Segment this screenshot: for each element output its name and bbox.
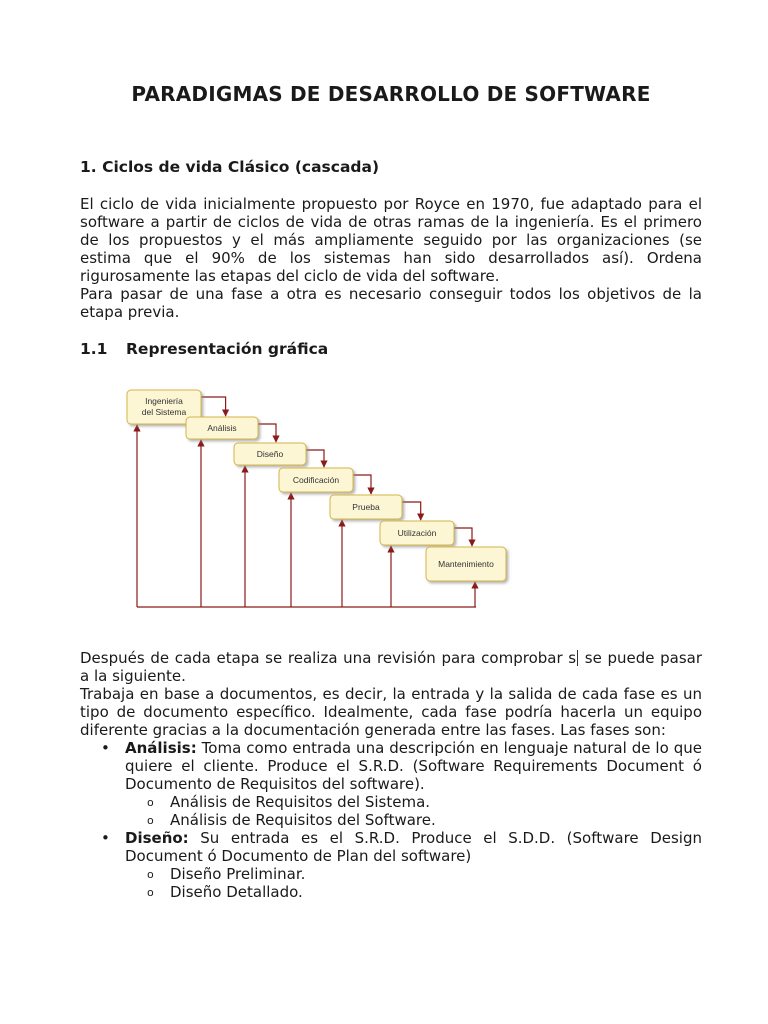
revision-text-a: Después de cada etapa se realiza una revisión para comprobar s bbox=[80, 649, 577, 667]
sub-item-text: Análisis de Requisitos del Sistema. bbox=[170, 793, 431, 811]
list-item-text: Su entrada es el S.R.D. Produce el S.D.D. (Software Design Document ó Documento de Plan del software) bbox=[125, 829, 702, 865]
forward-arrow bbox=[402, 502, 421, 520]
forward-arrow bbox=[454, 528, 472, 546]
list-item-analisis bbox=[80, 739, 702, 793]
sub-item bbox=[80, 883, 702, 901]
phase-label: Análisis bbox=[207, 423, 237, 433]
sub-item bbox=[80, 793, 702, 811]
sub-item-text: Análisis de Requisitos del Software. bbox=[170, 811, 436, 829]
phase-list bbox=[80, 739, 702, 901]
sub-item bbox=[80, 865, 702, 883]
paragraph-documentos: Trabaja en base a documentos, es decir, la entrada y la salida de cada fase es un tipo de documento específico. Idealmente, cada fase podría hacerla un equipo diferente gracias a la documentación generada entre las fases. Las fases son: bbox=[80, 685, 702, 739]
after-diagram-body bbox=[80, 649, 702, 739]
list-item-text: Toma como entrada una descripción en lenguaje natural de lo que quiere el cliente. Produce el S.R.D. (Software Requirements Document ó Documento de Requisitos del software). bbox=[125, 739, 702, 793]
bullet-icon: • bbox=[101, 739, 110, 757]
section-title: Representación gráfica bbox=[126, 340, 329, 358]
circle-bullet-icon: o bbox=[147, 886, 154, 899]
sub-item bbox=[80, 811, 702, 829]
bullet-icon: • bbox=[101, 829, 110, 847]
document-title: PARADIGMAS DE DESARROLLO DE SOFTWARE bbox=[131, 82, 651, 106]
forward-arrow bbox=[353, 475, 371, 494]
paragraph-fases: Para pasar de una fase a otra es necesario conseguir todos los objetivos de la etapa previa. bbox=[80, 285, 702, 321]
revision-text-b: se puede pasar a la siguiente. bbox=[80, 649, 702, 685]
text-cursor bbox=[577, 650, 578, 666]
sub-item-text: Diseño Preliminar. bbox=[170, 865, 306, 883]
paragraph-royce: El ciclo de vida inicialmente propuesto por Royce en 1970, fue adaptado para el software a partir de ciclos de vida de otras ramas de la ingeniería. Es el primero de los propuestos y el más ampliamente seguido por las organizaciones (se estima que el 90% de los sistemas han sido desarrollados así). Ordena rigurosamente las etapas del ciclo de vida del software. bbox=[80, 195, 702, 285]
forward-arrow bbox=[258, 424, 276, 442]
phase-label: Prueba bbox=[352, 502, 380, 512]
forward-arrow bbox=[201, 397, 226, 416]
circle-bullet-icon: o bbox=[147, 796, 154, 809]
list-item-label: Diseño: bbox=[125, 829, 189, 847]
circle-bullet-icon: o bbox=[147, 814, 154, 827]
section-heading-1: 1. Ciclos de vida Clásico (cascada) bbox=[80, 158, 380, 176]
phase-label: Ingeniería del Sistema bbox=[141, 396, 187, 417]
list-item-diseno bbox=[80, 829, 702, 865]
phase-label: Codificación bbox=[292, 475, 340, 485]
paragraph-revision bbox=[80, 649, 702, 685]
phase-label: Diseño bbox=[256, 449, 284, 459]
phase-label: Mantenimiento bbox=[438, 559, 494, 569]
forward-arrow bbox=[306, 450, 324, 467]
circle-bullet-icon: o bbox=[147, 868, 154, 881]
sub-item-text: Diseño Detallado. bbox=[170, 883, 303, 901]
phase-label: Utilización bbox=[397, 528, 437, 538]
list-item-label: Análisis: bbox=[125, 739, 197, 757]
section-number: 1.1 bbox=[80, 340, 108, 358]
